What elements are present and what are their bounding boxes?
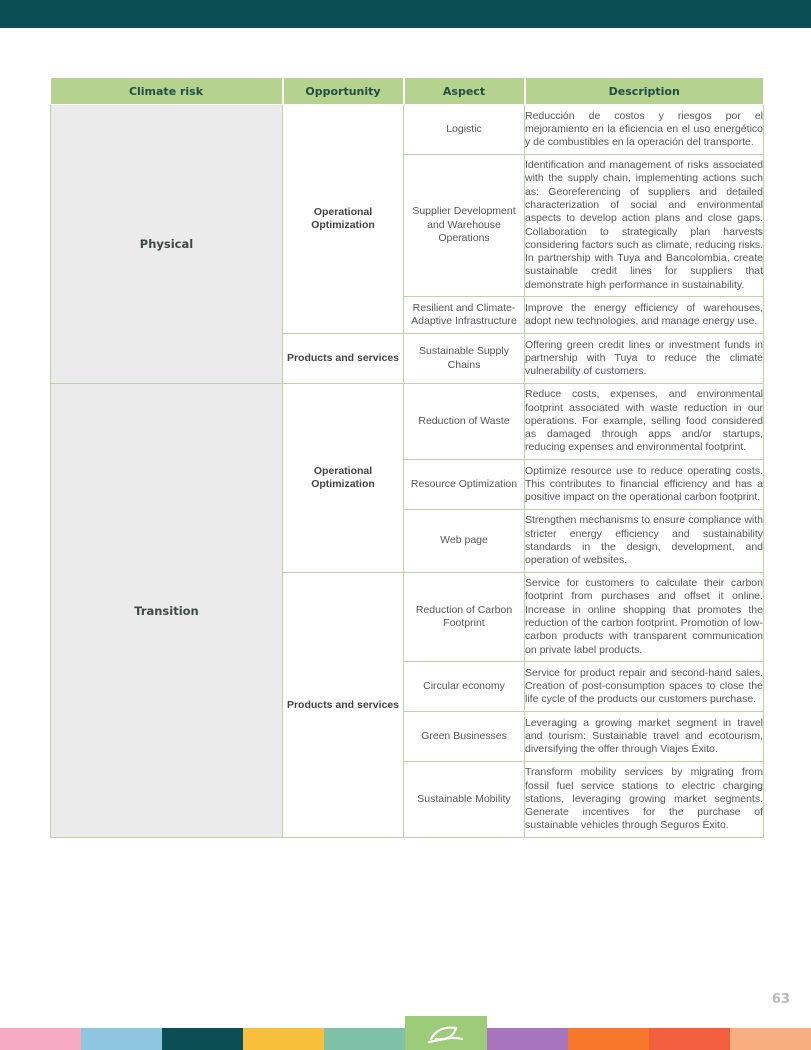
aspect-cell: Supplier Development and Warehouse Operations <box>404 155 525 297</box>
aspect-cell: Logistic <box>404 105 525 155</box>
footer-stripe-segment <box>324 1028 405 1050</box>
risk-transition: Transition <box>51 384 283 838</box>
description-cell: Optimize resource use to reduce operating costs. This contributes to financial efficiency and has a positive impact on the operational carbon footprint. <box>525 460 764 510</box>
description-cell: Transform mobility services by migrating from fossil fuel service stations to electric charging stations, leveraging growing market segments. Generate incentives for the purchase of sustainable vehicles through Seguros Éxito. <box>525 762 764 838</box>
aspect-cell: Resilient and Climate-Adaptive Infrastructure <box>404 297 525 334</box>
aspect-cell: Green Businesses <box>404 712 525 762</box>
aspect-cell: Resource Optimization <box>404 460 525 510</box>
description-cell: Service for product repair and second-hand sales. Creation of post-consumption spaces to close the life cycle of the products our customers purchase. <box>525 662 764 712</box>
opportunity-cell: Products and services <box>283 573 404 838</box>
opportunity-cell: Operational Optimization <box>283 105 404 334</box>
opportunity-cell: Products and services <box>283 334 404 384</box>
aspect-cell: Web page <box>404 510 525 573</box>
footer-stripe-segment <box>487 1028 568 1050</box>
table-row <box>51 105 764 155</box>
description-cell: Improve the energy efficiency of warehouses, adopt new technologies, and manage energy use. <box>525 297 764 334</box>
leaf-icon <box>405 1016 487 1050</box>
footer-stripe-segment <box>162 1028 243 1050</box>
table-header-row <box>51 78 764 105</box>
footer-stripe-segment <box>243 1028 324 1050</box>
aspect-cell: Circular economy <box>404 662 525 712</box>
aspect-cell: Reduction of Carbon Footprint <box>404 573 525 662</box>
description-cell: Strengthen mechanisms to ensure compliance with stricter energy efficiency and sustainability standards in the design, development, and operation of websites. <box>525 510 764 573</box>
description-cell: Service for customers to calculate their carbon footprint from purchases and offset it online. Increase in online shopping that promotes the reduction of the carbon footprint. Promotion of low-carbon products with transparent communication on private label products. <box>525 573 764 662</box>
header-description: Description <box>525 78 764 105</box>
table-row <box>51 384 764 460</box>
opportunity-cell: Operational Optimization <box>283 384 404 573</box>
footer-stripe-segment <box>81 1028 162 1050</box>
header-aspect: Aspect <box>404 78 525 105</box>
risk-physical: Physical <box>51 105 283 384</box>
climate-risk-table <box>50 77 764 838</box>
description-cell: Reduce costs, expenses, and environmental footprint associated with waste reduction in our operations. For example, selling food considered as damaged through apps and/or startups, reducing expenses and environmental footprint. <box>525 384 764 460</box>
footer-stripe-segment <box>0 1028 81 1050</box>
aspect-cell: Sustainable Mobility <box>404 762 525 838</box>
description-cell: Reducción de costos y riesgos por el mejoramiento en la eficiencia en el uso energético y de combustibles en la operación del transporte. <box>525 105 764 155</box>
top-header-bar <box>0 0 811 28</box>
footer-stripe-segment <box>568 1028 649 1050</box>
footer-stripe-segment <box>730 1028 811 1050</box>
description-cell: Leveraging a growing market segment in travel and tourism: Sustainable travel and ecotourism, diversifying the offer through Viajes Éxito. <box>525 712 764 762</box>
page-number: 63 <box>771 992 790 1007</box>
aspect-cell: Sustainable Supply Chains <box>404 334 525 384</box>
description-cell: Identification and management of risks associated with the supply chain, implementing actions such as: Georeferencing of suppliers and detailed characterization of social and environmental aspects to develop action plans and close gaps. Collaboration to strategically plan harvests considering factors such as climate, reducing risks. In partnership with Tuya and Bancolombia, create sustainable credit lines for suppliers that demonstrate high performance in sustainability. <box>525 155 764 297</box>
header-climate-risk: Climate risk <box>51 78 283 105</box>
footer-stripe-segment <box>649 1028 730 1050</box>
description-cell: Offering green credit lines or investment funds in partnership with Tuya to reduce the climate vulnerability of customers. <box>525 334 764 384</box>
aspect-cell: Reduction of Waste <box>404 384 525 460</box>
header-opportunity: Opportunity <box>283 78 404 105</box>
